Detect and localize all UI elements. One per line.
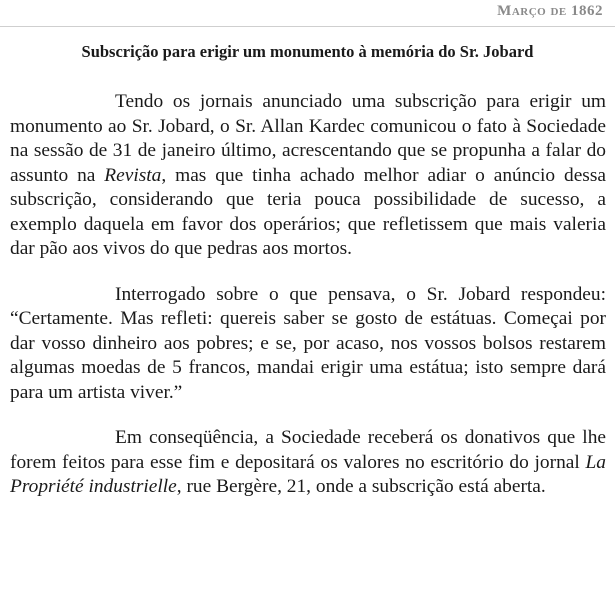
paragraph-1 (10, 90, 606, 262)
header-rule (0, 26, 615, 27)
paragraph-2 (10, 283, 606, 406)
running-head: Março de 1862 (497, 3, 603, 19)
paragraph-3-italic: La Propriété industrielle (10, 451, 606, 497)
article-title: Subscrição para erigir um monumento à memória do Sr. Jobard (81, 42, 534, 61)
paragraph-3-text-a: Em conseqüência, a Sociedade receberá os donativos que lhe forem feitos para esse fim e depositará os valores no escritório do jornal (10, 427, 606, 473)
paragraph-1-text-b: , mas que tinha achado melhor adiar o anúncio dessa subscrição, considerando que teria pouca possibilidade de sucesso, a exemplo daquela em favor dos operários; que refletissem que mais valeria dar pão aos vivos do que pedras aos mortos. (10, 164, 606, 259)
paragraph-2-text: Interrogado sobre o que pensava, o Sr. Jobard respondeu: “Certamente. Mas refleti: quereis saber se gosto de estátuas. Começai por dar vosso dinheiro aos pobres; e se, por acaso, nos vossos bolsos restarem algumas moedas de 5 francos, mandai erigir uma estátua; isto sempre dará para um artista viver.” (10, 283, 606, 403)
article-body (10, 90, 606, 521)
paragraph-1-italic: Revista (104, 164, 162, 186)
paragraph-3 (10, 426, 606, 500)
paragraph-1-text-a: Tendo os jornais anunciado uma subscrição para erigir um monumento ao Sr. Jobard, o Sr. Allan Kardec comunicou o fato à Sociedade na sessão de 31 de janeiro último, acrescentando que se propunha a falar do assunto na (10, 91, 606, 186)
paragraph-3-text-b: , rue Bergère, 21, onde a subscrição está aberta. (176, 476, 546, 497)
